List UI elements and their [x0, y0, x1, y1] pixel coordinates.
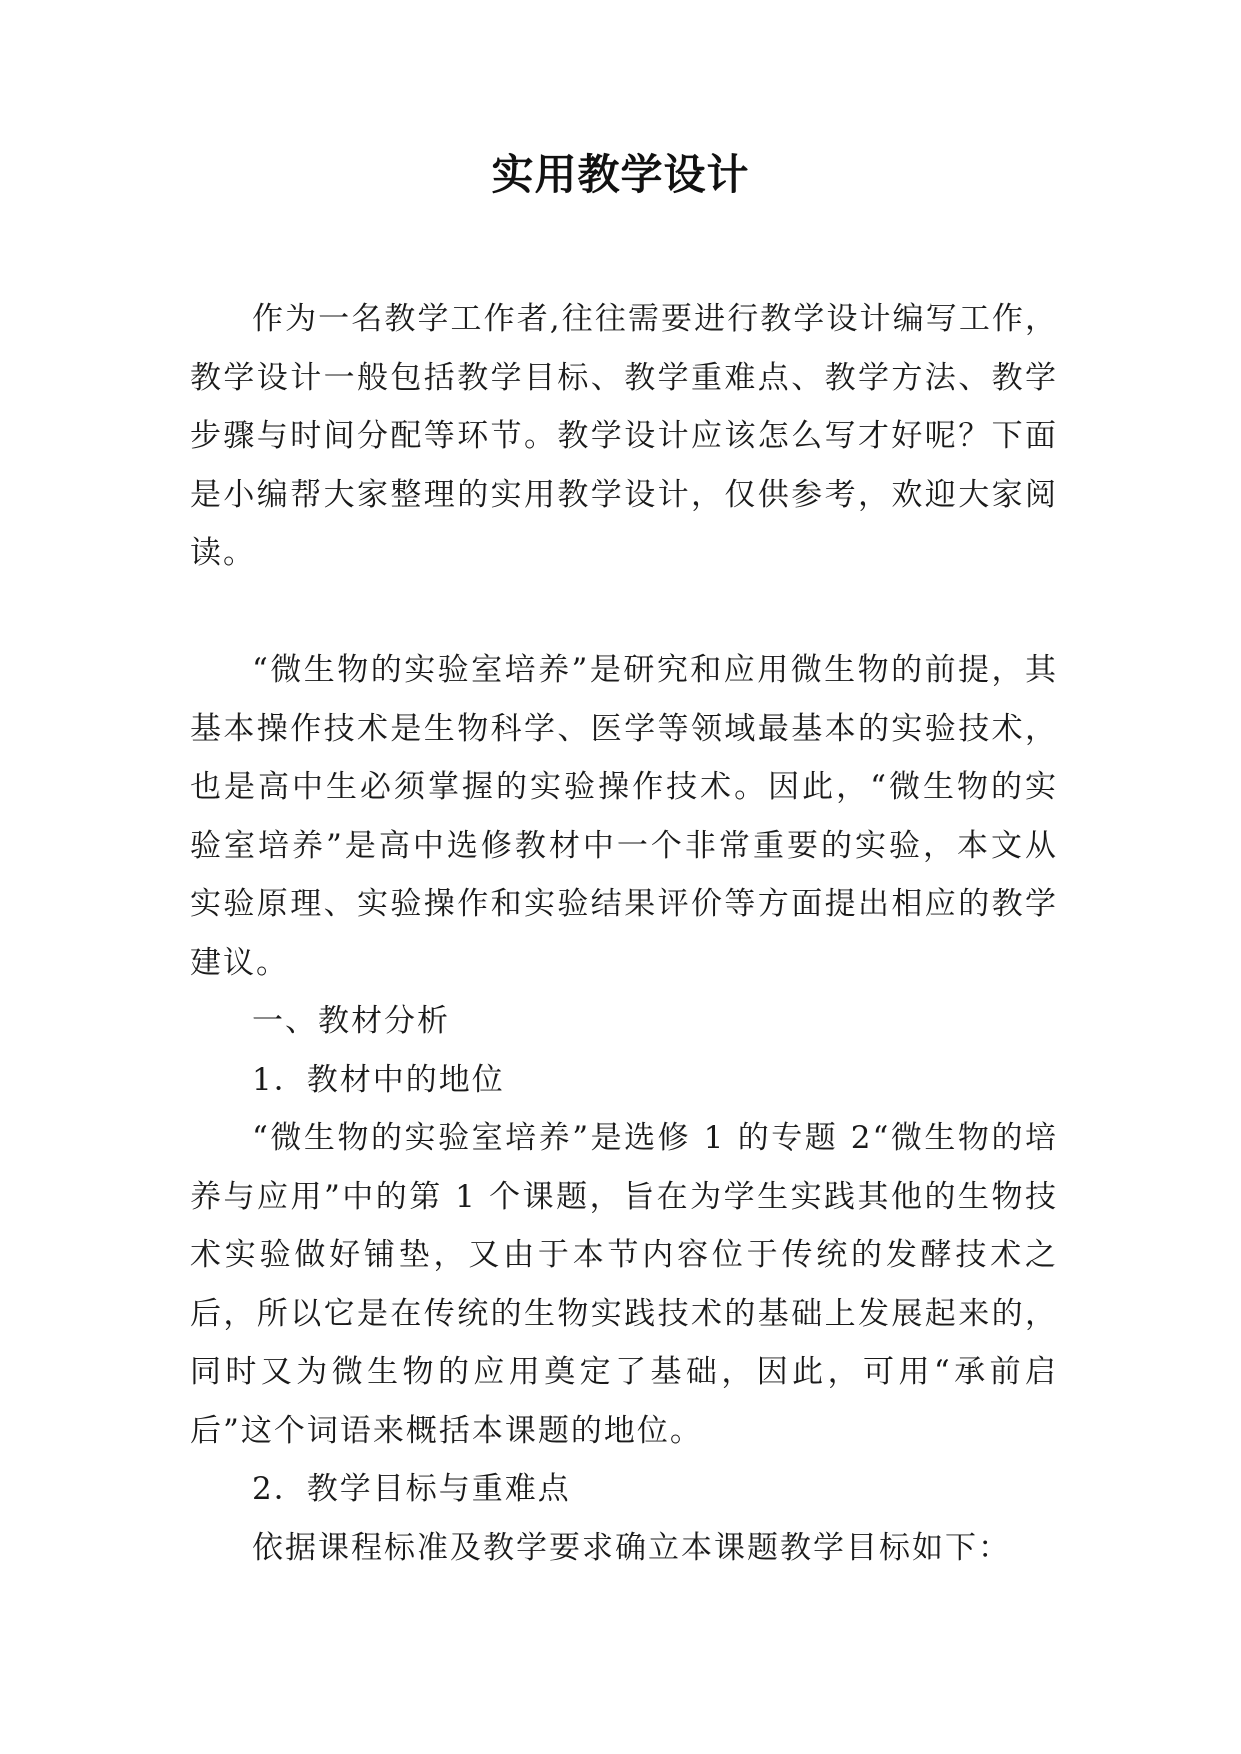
body-paragraph-1: “微生物的实验室培养”是研究和应用微生物的前提，其基本操作技术是生物科学、医学等领域最基本的实验技术，也是高中生必须掌握的实验操作技术。因此，“微生物的实验室培养”是高中选修教材中一个非常重要的实验，本文从实验原理、实验操作和实验结果评价等方面提出相应的教学建议。 [190, 652, 1058, 981]
subsection-heading-2: 2．教学目标与重难点 [252, 1471, 571, 1507]
document-title: 实用教学设计 [491, 150, 750, 199]
body-paragraph-2: “微生物的实验室培养”是选修 1 的专题 2“微生物的培养与应用”中的第 1 个课题，旨在为学生实践其他的生物技术实验做好铺垫，又由于本节内容位于传统的发酵技术之后，所以它是在传统的生物实践技术的基础上发展起来的，同时又为微生物的应用奠定了基础，因此，可用“承前启后”这个词语来概括本课题的地位。 [190, 1120, 1058, 1449]
body-paragraph-3: 依据课程标准及教学要求确立本课题教学目标如下： [252, 1529, 1011, 1566]
subsection-heading-1: 1．教材中的地位 [252, 1061, 505, 1098]
section-heading-1: 一、教材分析 [252, 1003, 450, 1039]
document-body [190, 290, 1058, 1577]
intro-paragraph: 作为一名教学工作者,往往需要进行教学设计编写工作，教学设计一般包括教学目标、教学重难点、教学方法、教学步骤与时间分配等环节。教学设计应该怎么写才好呢？下面是小编帮大家整理的实用教学设计，仅供参考，欢迎大家阅读。 [190, 301, 1058, 571]
paragraph-spacer [190, 583, 1058, 642]
